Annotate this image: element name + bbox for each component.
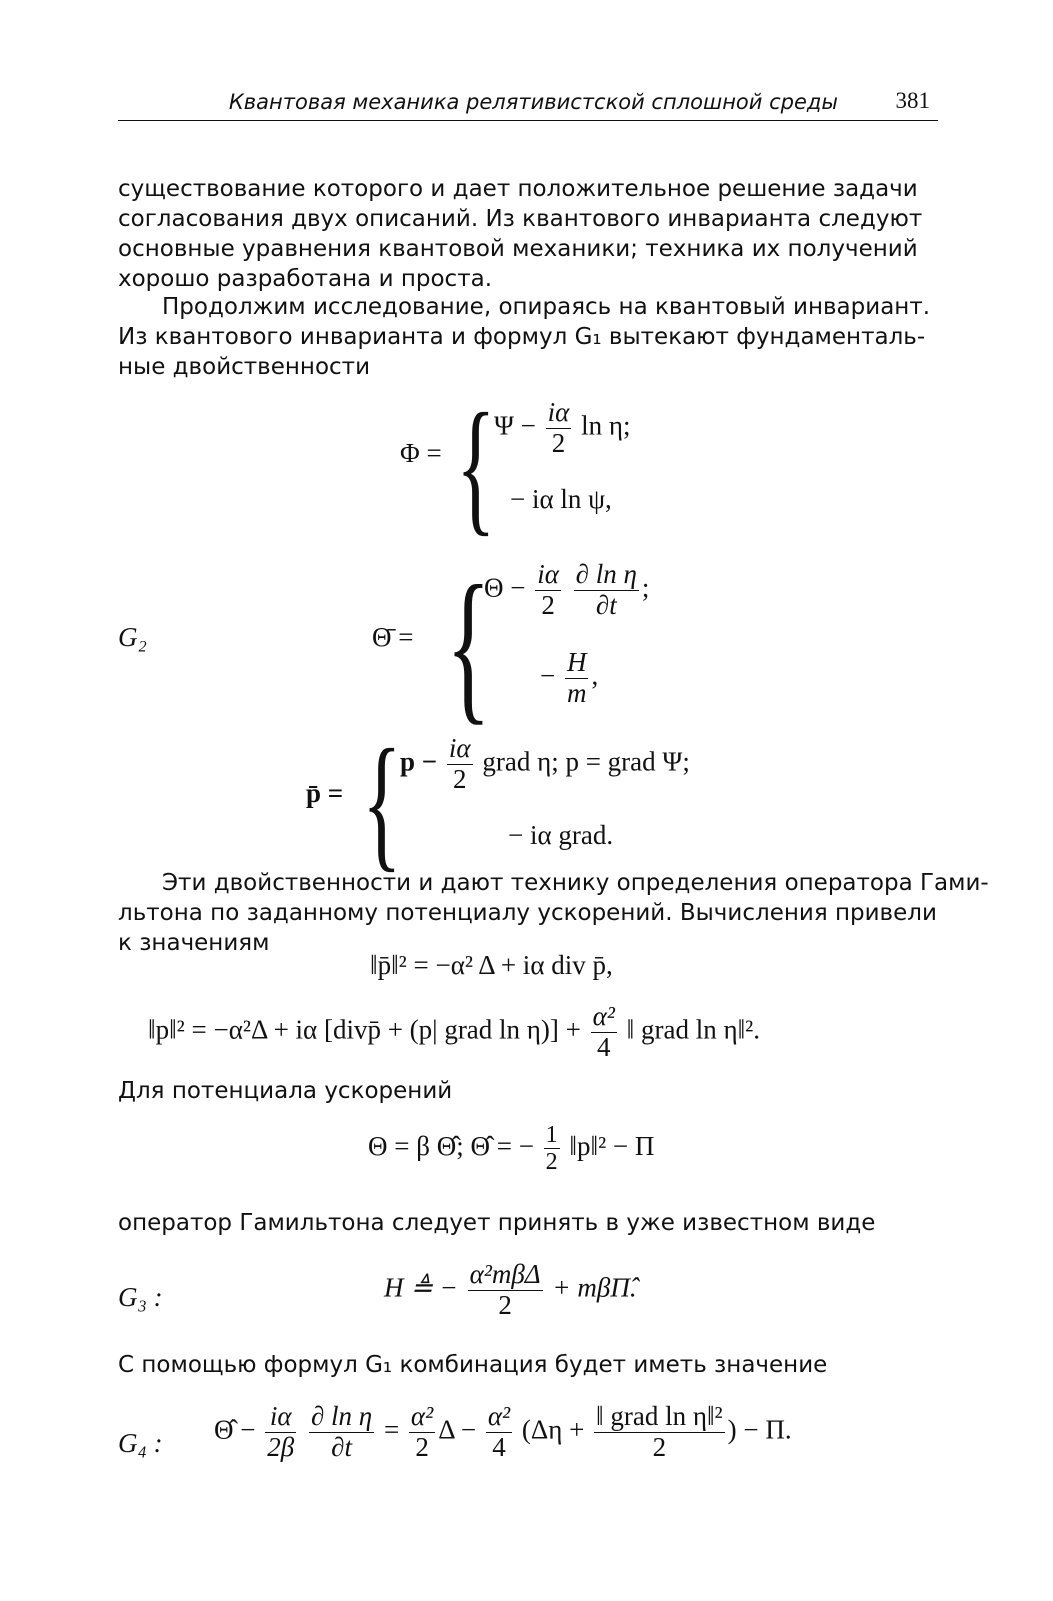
text-line: Продолжим исследование, опираясь на квантовый инвариант. <box>162 294 931 320</box>
g4-formula: Θ̂ − $\frac{i\alpha}{2\beta}$ $\frac{\text{∂ ln η}}{\partial t}$ = $\frac{\text{α²}}{2}$ Δ − $\frac{\text{α²}}{4}$ (Δη + $\frac{\text{‖ grad ln η‖²}}{2}$ ) − Π. <box>214 1401 792 1462</box>
g3-formula: H ≜ − $\frac{\text{α²mβΔ}}{2}$ + mβΠ̂. <box>384 1259 637 1320</box>
text-line: основные уравнения квантовой механики; техника их получений <box>118 236 918 262</box>
paragraph-4 <box>118 1076 938 1106</box>
running-header <box>118 86 938 121</box>
p-bar-case-2: − iα grad. <box>508 820 614 850</box>
text-line: оператор Гамильтона следует принять в уже известном виде <box>118 1210 876 1236</box>
page-number: 381 <box>895 88 930 113</box>
theta-bar-case-2: − $\frac{H}{m}$ , <box>540 647 599 708</box>
text-line: С помощью формул G₁ комбинация будет иметь значение <box>118 1352 828 1378</box>
phi-case-1: Ψ − $\frac{i\alpha}{2}$ ln η; <box>494 397 631 458</box>
text-line: согласования двух описаний. Из квантового инварианта следуют <box>118 206 923 232</box>
text-line: Эти двойственности и дают технику определения оператора Гами- <box>162 870 989 896</box>
running-title: Квантовая механика релятивистской сплошной среды <box>228 90 838 114</box>
text-line: к значениям <box>118 930 270 956</box>
text-line: льтона по заданному потенциалу ускорений. Вычисления привели <box>118 900 937 926</box>
paragraph-6 <box>118 1350 938 1380</box>
g4-label: G₄ : <box>118 1428 163 1458</box>
g2-label: G₂ <box>118 622 147 652</box>
text-line: Из квантового инварианта и формул G₁ вытекают фундаменталь- <box>118 324 926 350</box>
phi-lhs: Φ = <box>400 438 442 468</box>
text-line: ные двойственности <box>118 354 371 380</box>
text-line: Для потенциала ускорений <box>118 1078 453 1104</box>
theta-bar-case-1: Θ − $\frac{i\alpha}{2}$ $\frac{\text{∂ ln η}}{\partial t}$ ; <box>484 559 650 620</box>
text-line: существование которого и дает положительное решение задачи <box>118 176 918 202</box>
g3-label: G₃ : <box>118 1282 163 1312</box>
theta-definition-formula: Θ = β Θ̂; Θ̂ = − $\frac{1}{2}$ ‖p‖² − Π <box>368 1122 655 1176</box>
left-brace: { <box>362 719 402 885</box>
left-brace: { <box>446 551 491 739</box>
phi-case-2: − iα ln ψ, <box>510 484 612 514</box>
theta-bar-lhs: Θ̄ = <box>372 622 414 652</box>
norm-p-bar-formula: ‖p̄‖² = −α² Δ + iα div p̄, <box>370 950 613 980</box>
paragraph-3 <box>118 868 989 958</box>
p-bar-case-1: p − $\frac{i\alpha}{2}$ grad η; p = grad Ψ; <box>400 733 690 794</box>
norm-p-formula: ‖p‖² = −α²Δ + iα [divp̄ + (p| grad ln η)] + $\frac{\text{α²}}{4}$ ‖ grad ln η‖². <box>148 1001 761 1062</box>
left-brace: { <box>456 383 496 549</box>
text-line: хорошо разработана и проста. <box>118 266 493 292</box>
paragraph-5 <box>118 1208 938 1238</box>
p-bar-lhs: p̄ = <box>306 778 344 808</box>
paragraph-2 <box>118 292 938 382</box>
paragraph-1 <box>118 174 938 294</box>
